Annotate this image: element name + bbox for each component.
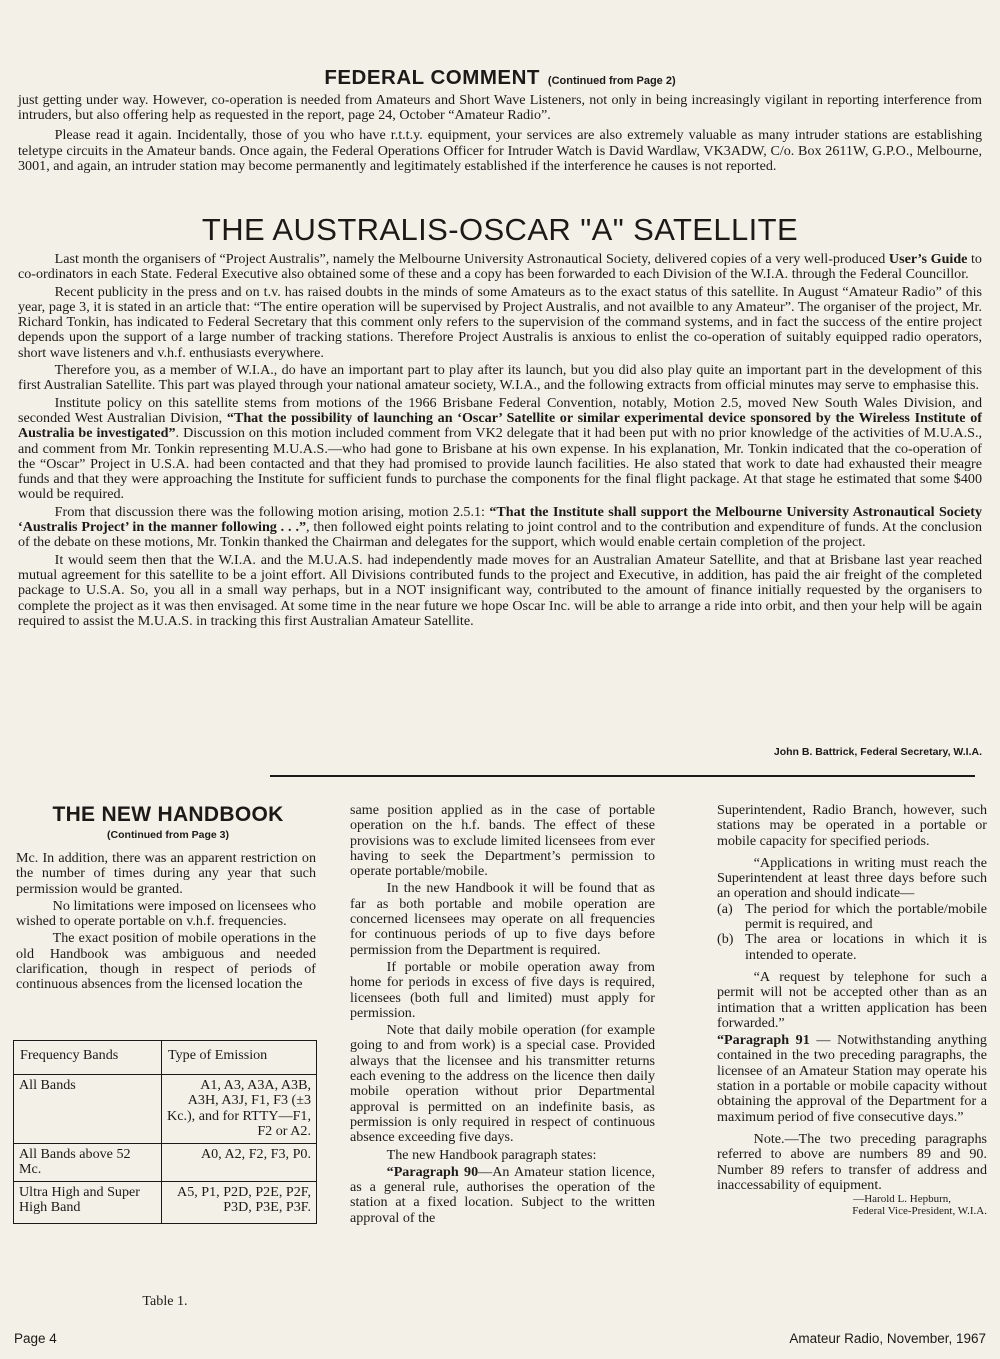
table-cell-band: All Bands above 52 Mc. bbox=[14, 1143, 162, 1181]
federal-comment-continued: (Continued from Page 2) bbox=[547, 75, 676, 87]
section-divider bbox=[270, 775, 975, 777]
federal-comment-title: FEDERAL COMMENT bbox=[324, 66, 540, 89]
handbook-signature: —Harold L. Hepburn, Federal Vice-President, W.I.A. bbox=[852, 1193, 987, 1218]
paragraph: Last month the organisers of “Project Australis”, namely the Melbourne University Astronautical Society, delivered copies of a very well-produced User’s Guide to co-ordinators in each State. Federal Executive also obtained some of these and a copy has been forwarded to each Division of the W.I.A. through the Federal Councillor. bbox=[18, 251, 982, 283]
federal-comment-heading bbox=[0, 66, 1000, 90]
paragraph: Mc. In addition, there was an apparent restriction on the number of times during any year that such permission would be granted. bbox=[16, 850, 316, 897]
table-header: Frequency Bands bbox=[14, 1041, 162, 1075]
table-row bbox=[14, 1181, 317, 1223]
satellite-body bbox=[18, 252, 982, 629]
paragraph: Recent publicity in the press and on t.v. has raised doubts in the minds of some Amateurs as to the exact status of this satellite. In August “Amateur Radio” of this year, page 3, it is stated in an article that: “The entire operation will be supervised by Project Australis, and not availble to any Amateur”. The organiser of the project, Mr. Richard Tonkin, has indicated to Federal Secretary that this comment only refers to the supervision of the command systems, and in fact the success of the entire project depends upon the support of a large number of tracking stations. Therefore Project Australis is anxious to enlist the co-operation of suitably equipped radio operators, short wave listeners and v.h.f. enthusiasts everywhere. bbox=[18, 283, 982, 361]
table-cell-emission: A0, A2, F2, F3, P0. bbox=[162, 1143, 317, 1181]
handbook-title: THE NEW HANDBOOK bbox=[52, 803, 284, 826]
table-caption: Table 1. bbox=[142, 1293, 188, 1309]
table-cell-band: Ultra High and Super High Band bbox=[14, 1181, 162, 1223]
table-cell-band: All Bands bbox=[14, 1074, 162, 1143]
table-header-row bbox=[14, 1041, 317, 1075]
paragraph: “Paragraph 91 — Notwithstanding anything contained in the two preceding paragraphs, the licensee of an Amateur Station may operate his station in a portable or mobile capacity without obtaining the approval of the Department for a maximum period of five consecutive days.” bbox=[717, 1032, 987, 1125]
handbook-column-2 bbox=[350, 803, 655, 1226]
table-cell-emission: A5, P1, P2D, P2E, P2F, P3D, P3E, P3F. bbox=[162, 1181, 317, 1223]
handbook-continued: (Continued from Page 3) bbox=[107, 829, 229, 841]
issue-line: Amateur Radio, November, 1967 bbox=[789, 1331, 986, 1346]
list-item: (b) The area or locations in which it is intended to operate. bbox=[717, 931, 987, 963]
paragraph: just getting under way. However, co-operation is needed from Amateurs and Short Wave Listeners, not only in being increasingly vigilant in reporting interference from intruders, but also offering help as requested in the report, page 24, October “Amateur Radio”. bbox=[18, 92, 982, 124]
paragraph: From that discussion there was the following motion arising, motion 2.5.1: “That the Institute shall support the Melbourne University Astronautical Society ‘Australis Project’ in the manner following . . .”, then followed eight points relating to joint control and to the contribution and expenditure of funds. At the conclusion of the debate on these motions, Mr. Tonkin thanked the Chairman and delegates for the support, which would enable certain completion of the project. bbox=[18, 503, 983, 551]
paragraph: In the new Handbook it will be found that as far as both portable and mobile operation are concerned licensees may operate on all frequencies for continuous periods of up to five days before permission from the Department is required. bbox=[350, 880, 655, 958]
paragraph: Note that daily mobile operation (for example going to and from work) is a special case. Provided always that the licensee and his transmitter returns each evening to the address on the licence then daily mobile operation without prior Departmental approval is permitted on an indefinite basis, as permission is only required in respect of continuous absence exceeding five days. bbox=[350, 1022, 655, 1146]
table-header: Type of Emission bbox=[162, 1041, 317, 1075]
table-row bbox=[14, 1074, 317, 1143]
page-number: Page 4 bbox=[14, 1331, 57, 1346]
paragraph: Institute policy on this satellite stems from motions of the 1966 Brisbane Federal Convention, notably, Motion 2.5, moved New South Wales Division, and seconded West Australian Division, “That the possibility of launching an ‘Oscar’ Satellite or similar experimental device sponsored by the Wireless Institute of Australia be investigated”. Discussion on this motion included comment from VK2 delegate that it had been put with no prior knowledge of the activities of M.U.A.S., and comment from Mr. Tonkin representing M.U.A.S.—who had gone to Brisbane at his own expense. In his explanation, Mr. Tonkin indicated that the co-operation of the “Oscar” Project in U.S.A. had been contacted and that they had promised to provide launch facilities. He also stated that work to date had exhausted their meagre funds and that they were approaching the Institute for sufficient funds to purchase the components for the final flight package. At that stage he estimated that some $400 would be required. bbox=[18, 394, 982, 503]
paragraph: No limitations were imposed on licensees who wished to operate portable on v.h.f. frequencies. bbox=[16, 897, 316, 930]
paragraph: Therefore you, as a member of W.I.A., do have an important part to play after its launch, but you did also play quite an important part in the development of this first Australian Satellite. This part was played through your national amateur society, W.I.A., and the following extracts from official minutes may serve to emphasise this. bbox=[18, 362, 982, 394]
paragraph: If portable or mobile operation away from home for periods in excess of five days is required, licensees (both full and limited) must apply for permission. bbox=[350, 958, 655, 1021]
table-cell-emission: A1, A3, A3A, A3B, A3H, A3J, F1, F3 (±3 Kc.), and for RTTY—F1, F2 or A2. bbox=[162, 1074, 317, 1143]
frequency-table bbox=[13, 1040, 317, 1224]
satellite-signature: John B. Battrick, Federal Secretary, W.I.A. bbox=[773, 746, 982, 758]
paragraph: Please read it again. Incidentally, those of you who have r.t.t.y. equipment, your services are also extremely valuable as many intruder stations are establishing teletype circuits in the Amateur bands. Once again, the Federal Operations Officer for Intruder Watch is David Wardlaw, VK3ADW, C/o. Box 2611W, G.P.O., Melbourne, 3001, and again, an intruder station may become permanently and legitimately established if the interference he causes is not reported. bbox=[18, 127, 982, 174]
list-item: (a) The period for which the portable/mobile permit is required, and bbox=[717, 900, 987, 933]
paragraph: “Paragraph 90—An Amateur station licence, as a general rule, authorises the operation of the station at a fixed location. Subject to the written approval of the bbox=[350, 1163, 655, 1226]
handbook-column-1 bbox=[16, 851, 316, 993]
table-row bbox=[14, 1143, 317, 1181]
paragraph: “A request by telephone for such a permit will not be accepted other than as an intimation that a written application has been forwarded.” bbox=[717, 968, 987, 1031]
paragraph: The exact position of mobile operations in the old Handbook was ambiguous and needed clarification, though in respect of periods of continuous absences from the licensed location the bbox=[16, 930, 316, 993]
paragraph: same position applied as in the case of portable operation on the h.f. bands. The effect of these provisions was to exclude limited licensees from ever having to seek the Department’s permission to operate portable/mobile. bbox=[350, 802, 655, 880]
paragraph: It would seem then that the W.I.A. and the M.U.A.S. had independently made moves for an Australian Amateur Satellite, and that at Brisbane last year reached mutual agreement for this satellite to be a joint effort. All Divisions contributed funds to the project and Executive, in addition, has paid the air freight of the completed package to U.S.A. So, you all in a small way perhaps, but in a NOT insignificant way, contributed to the amount of finance initially requested by the organisers to complete the project as it was then envisaged. At some time in the near future we hope Oscar Inc. will be able to arrange a ride into orbit, and then your help will be again required to assist the M.U.A.S. in tracking this first Australian Amateur Satellite. bbox=[18, 551, 982, 629]
handbook-column-3 bbox=[717, 803, 987, 1217]
federal-comment-body bbox=[18, 93, 982, 174]
satellite-title: THE AUSTRALIS-OSCAR "A" SATELLITE bbox=[201, 212, 799, 247]
paragraph: “Applications in writing must reach the Superintendent at least three days before such an operation and should indicate— bbox=[717, 854, 987, 902]
paragraph: Superintendent, Radio Branch, however, such stations may be operated in a portable or mobile capacity for specified periods. bbox=[717, 802, 987, 849]
paragraph: The new Handbook paragraph states: bbox=[386, 1146, 597, 1163]
paragraph: Note.—The two preceding paragraphs referred to above are numbers 89 and 90. Number 89 refers to transfer of address and inaccessability of equipment. bbox=[717, 1130, 987, 1193]
